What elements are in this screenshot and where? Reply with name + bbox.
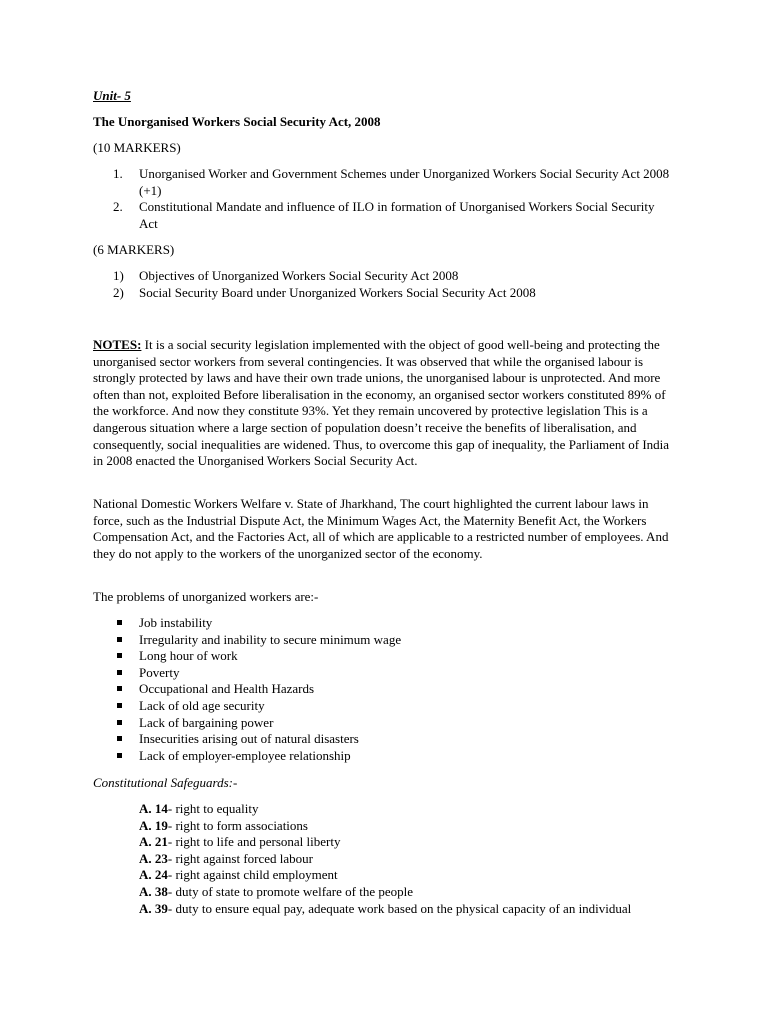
list-item-text: Irregularity and inability to secure minimum wage bbox=[139, 631, 402, 647]
list-item-text: Unorganised Worker and Government Schemes under Unorganized Workers Social Security Act 2008 (+1) bbox=[139, 166, 670, 198]
list-item bbox=[139, 851, 639, 868]
article-text: - duty to ensure equal pay, adequate work based on the physical capacity of an individual bbox=[167, 900, 632, 916]
list-item bbox=[93, 715, 673, 732]
list-item bbox=[93, 731, 673, 748]
case-paragraph: National Domestic Workers Welfare v. State of Jharkhand, The court highlighted the current labour laws in force, such as the Industrial Dispute Act, the Minimum Wages Act, the Maternity Benefit Act, the Workers Compensation Act, and the Factories Act, all of which are applicable to a restricted number of employees. And they do not apply to the workers of the unorganized sector of the economy. bbox=[93, 496, 669, 561]
list-item-text: Lack of bargaining power bbox=[139, 714, 274, 730]
problems-intro: The problems of unorganized workers are:- bbox=[93, 589, 319, 604]
square-bullet-icon bbox=[117, 670, 122, 675]
square-bullet-icon bbox=[117, 720, 122, 725]
square-bullet-icon bbox=[117, 753, 122, 758]
six-markers-list bbox=[93, 268, 673, 301]
list-number: 2) bbox=[113, 284, 124, 300]
list-item-text: Poverty bbox=[139, 664, 180, 680]
safeguards-heading: Constitutional Safeguards:- bbox=[93, 775, 238, 790]
article-number: A. 39 bbox=[139, 900, 168, 916]
square-bullet-icon bbox=[117, 653, 122, 658]
square-bullet-icon bbox=[117, 703, 122, 708]
list-item-text: Long hour of work bbox=[139, 648, 238, 664]
notes-text: It is a social security legislation implemented with the object of good well-being and protecting the unorganised sector workers from several contingencies. It was observed that while the organised labour is strongly protected by laws and have their own trade unions, the unorganised labour is unprotected. And more often than not, exploited Before liberalisation in the economy, an organised sector workers constituted 89% of the workforce. And now they constitute 93%. Yet they remain uncovered by protective legislation This is a dangerous situation where a large section of population doesn’t receive the benefits of liberalisation, and consequently, social inequalities are widened. Thus, to overcome this gap of inequality, the Parliament of India in 2008 enacted the Unorganised Workers Social Security Act. bbox=[93, 337, 670, 469]
notes-label: NOTES: bbox=[93, 337, 142, 352]
list-item bbox=[93, 648, 673, 665]
list-item-text: Occupational and Health Hazards bbox=[139, 681, 315, 697]
problems-list bbox=[93, 615, 673, 764]
list-item bbox=[139, 801, 639, 818]
square-bullet-icon bbox=[117, 620, 122, 625]
article-text: - right to life and personal liberty bbox=[167, 834, 341, 850]
article-number: A. 23 bbox=[139, 850, 168, 866]
article-text: - right to form associations bbox=[167, 817, 308, 833]
list-item-text: Lack of employer-employee relationship bbox=[139, 747, 351, 763]
ten-markers-heading: (10 MARKERS) bbox=[93, 140, 181, 155]
list-item bbox=[139, 867, 639, 884]
list-item bbox=[139, 834, 639, 851]
article-number: A. 14 bbox=[139, 801, 168, 816]
list-item bbox=[93, 285, 673, 302]
article-text: - right to equality bbox=[167, 801, 259, 816]
act-title: The Unorganised Workers Social Security Act, 2008 bbox=[93, 114, 381, 129]
article-text: - duty of state to promote welfare of the people bbox=[167, 883, 413, 899]
square-bullet-icon bbox=[117, 686, 122, 691]
article-number: A. 21 bbox=[139, 834, 168, 850]
list-item bbox=[93, 665, 673, 682]
list-item bbox=[139, 818, 639, 835]
square-bullet-icon bbox=[117, 736, 122, 741]
article-number: A. 38 bbox=[139, 883, 168, 899]
list-item bbox=[93, 681, 673, 698]
list-number: 1. bbox=[113, 166, 123, 181]
list-item bbox=[93, 615, 673, 632]
article-number: A. 19 bbox=[139, 817, 168, 833]
list-item bbox=[93, 199, 673, 232]
list-item bbox=[93, 166, 673, 199]
square-bullet-icon bbox=[117, 637, 122, 642]
list-item bbox=[93, 748, 673, 765]
list-item-text: Job instability bbox=[139, 615, 213, 630]
list-item-text: Social Security Board under Unorganized Workers Social Security Act 2008 bbox=[139, 284, 536, 300]
list-item bbox=[93, 632, 673, 649]
notes-paragraph bbox=[93, 337, 673, 470]
list-number: 2. bbox=[113, 199, 123, 215]
ten-markers-list bbox=[93, 166, 673, 232]
list-item bbox=[139, 901, 639, 918]
list-item-text: Insecurities arising out of natural disasters bbox=[139, 731, 359, 747]
list-item-text: Constitutional Mandate and influence of ILO in formation of Unorganised Workers Social Security Act bbox=[139, 199, 655, 231]
list-item-text: Lack of old age security bbox=[139, 697, 265, 713]
article-text: - right against forced labour bbox=[167, 850, 314, 866]
article-text: - right against child employment bbox=[167, 867, 338, 883]
list-item-text: Objectives of Unorganized Workers Social Security Act 2008 bbox=[139, 268, 459, 283]
list-item bbox=[139, 884, 639, 901]
list-item bbox=[93, 698, 673, 715]
unit-heading: Unit- 5 bbox=[93, 88, 131, 103]
list-number: 1) bbox=[113, 268, 124, 283]
list-item bbox=[93, 268, 673, 285]
six-markers-heading: (6 MARKERS) bbox=[93, 242, 175, 257]
article-number: A. 24 bbox=[139, 867, 168, 883]
articles-list bbox=[139, 801, 639, 917]
